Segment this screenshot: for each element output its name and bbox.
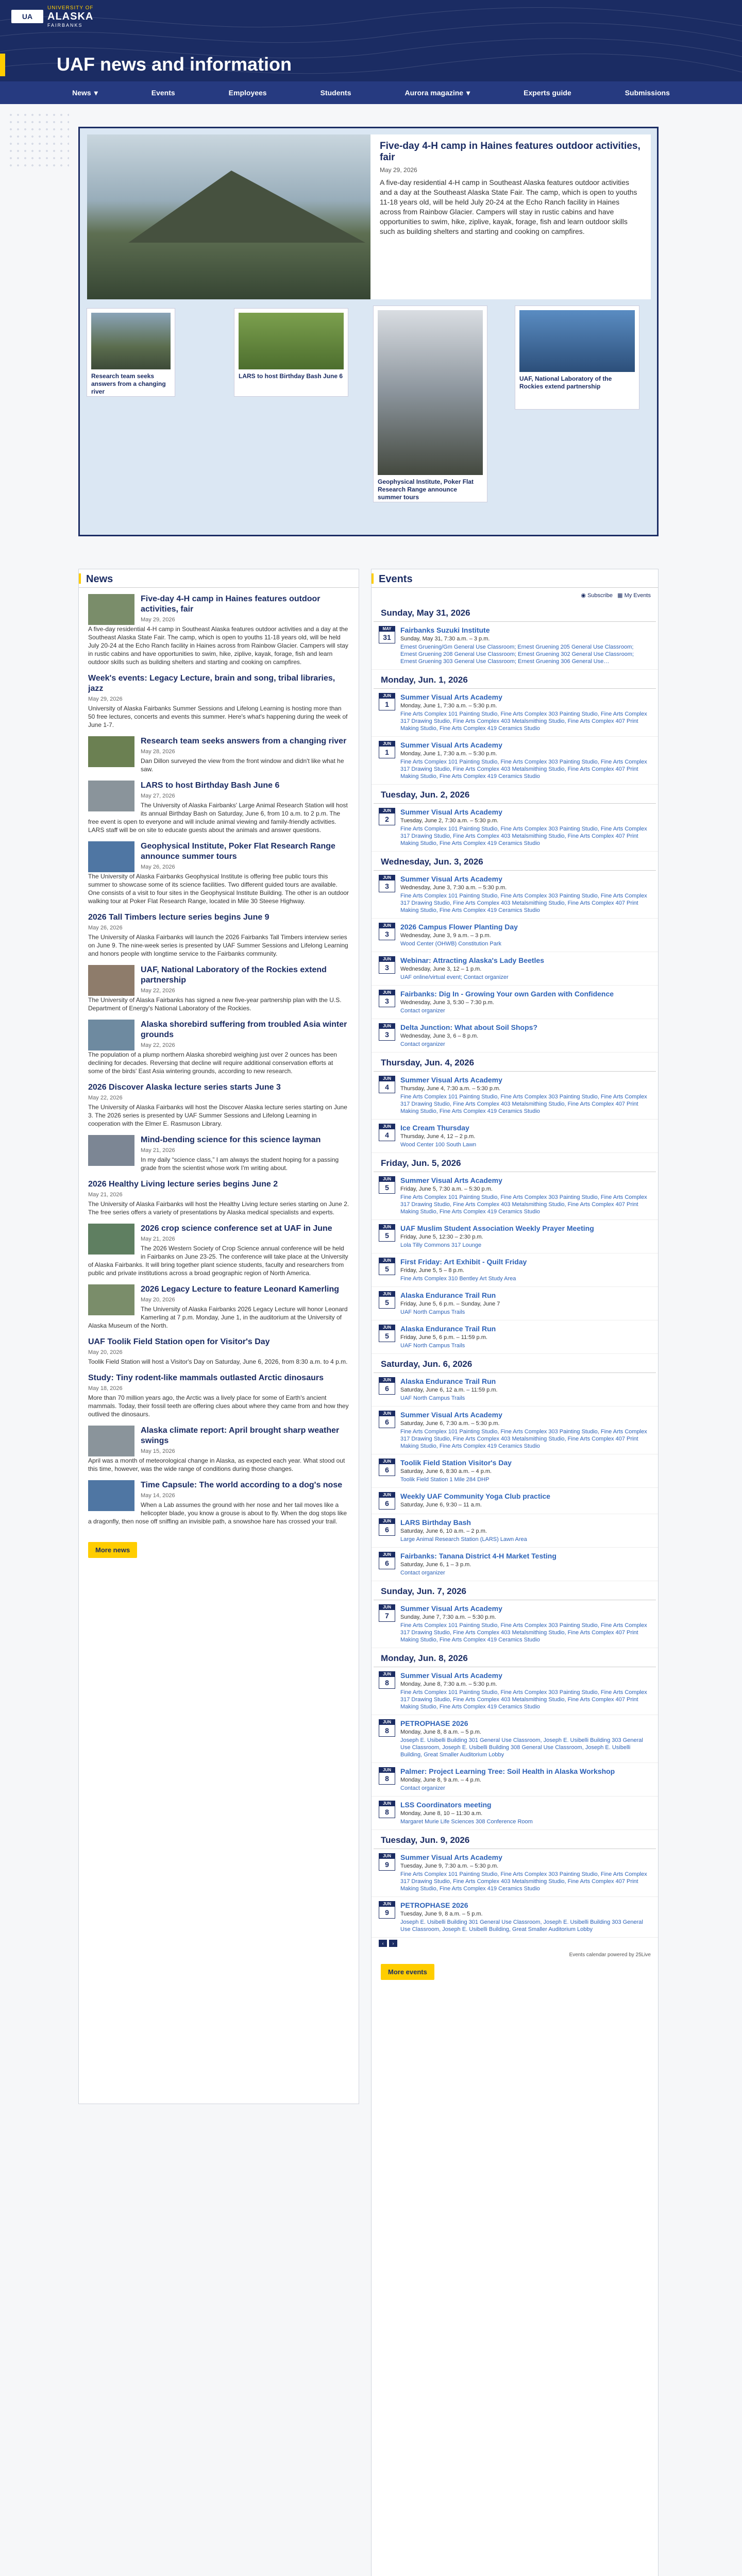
event-title[interactable]: Summer Visual Arts Academy	[400, 808, 502, 816]
event-location[interactable]: Margaret Murie Life Sciences 308 Conference Room	[400, 1819, 533, 1825]
powered-by[interactable]: Events calendar powered by 25Live	[569, 1952, 651, 1958]
news-item	[88, 1135, 349, 1172]
event-title[interactable]: Toolik Field Station Visitor's Day	[400, 1459, 512, 1467]
event-title[interactable]: Summer Visual Arts Academy	[400, 875, 502, 883]
event-item	[372, 1320, 658, 1354]
event-title[interactable]: Summer Visual Arts Academy	[400, 1604, 502, 1613]
event-title[interactable]: LARS Birthday Bash	[400, 1518, 471, 1527]
news-title[interactable]: Alaska shorebird suffering from troubled Asia winter grounds	[141, 1020, 347, 1039]
news-list	[79, 588, 359, 1539]
news-date: May 20, 2026	[141, 1297, 175, 1303]
dot-pattern	[7, 111, 69, 168]
event-time: Tuesday, June 9, 8 a.m. – 5 p.m.	[400, 1911, 483, 1917]
title-accent	[0, 54, 5, 76]
event-title[interactable]: Summer Visual Arts Academy	[400, 693, 502, 701]
news-title[interactable]: Week's events: Legacy Lecture, brain and song, tribal libraries, jazz	[88, 674, 335, 693]
calendar-date-icon: JUN 6	[379, 1377, 395, 1395]
calendar-date-icon: JUN 6	[379, 1411, 395, 1428]
event-item	[372, 1253, 658, 1287]
event-day-heading: Saturday, Jun. 6, 2026	[374, 1354, 656, 1373]
nav-experts-guide[interactable]: Experts guide	[524, 89, 571, 97]
event-time: Monday, June 8, 9 a.m. – 4 p.m.	[400, 1777, 481, 1783]
nav-students[interactable]: Students	[320, 89, 351, 97]
calendar-date-icon: JUN 4	[379, 1124, 395, 1141]
news-summary: Toolik Field Station will host a Visitor's Day on Saturday, June 6, 2026, from 8:30 a.m. to 4 p.m.	[88, 1358, 348, 1365]
event-location[interactable]: Fine Arts Complex 310 Bentley Art Study Area	[400, 1276, 516, 1282]
event-title[interactable]: UAF Muslim Student Association Weekly Prayer Meeting	[400, 1224, 594, 1232]
event-day-heading: Tuesday, Jun. 9, 2026	[374, 1830, 656, 1849]
event-item	[372, 919, 658, 952]
pager-prev-icon[interactable]: ‹	[379, 1940, 387, 1947]
news-date: May 21, 2026	[141, 1236, 175, 1242]
event-location[interactable]: Contact organizer	[400, 1570, 445, 1576]
event-item	[372, 1220, 658, 1253]
event-title[interactable]: Fairbanks: Tanana District 4-H Market Testing	[400, 1552, 556, 1560]
news-summary: The 2026 Western Society of Crop Science annual conference will be held in Fairbanks on June 23-25. The conference will take place at the University of Alaska Fairbanks. It will bring together plant science students, faculty and researchers from public and private institutions across a broad geographic region of North America.	[88, 1245, 348, 1277]
event-location[interactable]: UAF online/virtual event; Contact organizer	[400, 974, 509, 980]
event-location[interactable]: Fine Arts Complex 101 Painting Studio, Fine Arts Complex 303 Painting Studio, Fine Arts Complex 317 Drawing Studio, Fine Arts Complex 403 Metalsmithing Studio, Fine Arts Complex 407 Print Making Studio, Fine Arts Complex 419 Ceramics Studio	[400, 1194, 647, 1215]
news-date: May 20, 2026	[88, 1349, 123, 1355]
event-location[interactable]: Fine Arts Complex 101 Painting Studio, Fine Arts Complex 303 Painting Studio, Fine Arts Complex 317 Drawing Studio, Fine Arts Complex 403 Metalsmithing Studio, Fine Arts Complex 407 Print Making Studio, Fine Arts Complex 419 Ceramics Studio	[400, 1094, 647, 1114]
news-date: May 22, 2026	[88, 1095, 123, 1101]
calendar-date-icon: JUN 8	[379, 1801, 395, 1818]
calendar-date-icon: JUN 5	[379, 1224, 395, 1242]
news-summary: Dan Dillon surveyed the view from the front window and didn't like what he saw.	[141, 757, 344, 773]
events-pager	[372, 1938, 658, 1949]
event-title[interactable]: LSS Coordinators meeting	[400, 1801, 492, 1809]
news-date: May 15, 2026	[141, 1448, 175, 1454]
event-title[interactable]: Palmer: Project Learning Tree: Soil Health in Alaska Workshop	[400, 1767, 615, 1775]
event-location[interactable]: Fine Arts Complex 101 Painting Studio, Fine Arts Complex 303 Painting Studio, Fine Arts Complex 317 Drawing Studio, Fine Arts Complex 403 Metalsmithing Studio, Fine Arts Complex 407 Print Making Studio, Fine Arts Complex 419 Ceramics Studio	[400, 759, 647, 779]
event-item	[372, 737, 658, 785]
event-day-heading: Wednesday, Jun. 3, 2026	[374, 852, 656, 871]
news-item	[88, 1337, 349, 1366]
news-item	[88, 594, 349, 666]
event-location[interactable]: UAF North Campus Trails	[400, 1395, 465, 1401]
featured-summary: A five-day residential 4-H camp in Southeast Alaska features outdoor activities and a day at the Southeast Alaska State Fair. The camp, which is open to youths 11-18 years old, will be held July 20-24 at the Echo Ranch facility in Haines across from Rainbow Glacier. Campers will stay in rustic cabins and have opportunities to swim, hike, ziplive, kayak, forage, fish and learn outdoor skills such as building shelters and starting and cooking on campfires.	[380, 178, 637, 235]
nav-submissions[interactable]: Submissions	[625, 89, 670, 97]
event-title[interactable]: Fairbanks Suzuki Institute	[400, 626, 490, 634]
event-location[interactable]: Contact organizer	[400, 1785, 445, 1791]
calendar-date-icon: JUN 6	[379, 1518, 395, 1536]
event-day-heading: Thursday, Jun. 4, 2026	[374, 1053, 656, 1072]
event-time: Tuesday, June 9, 7:30 a.m. – 5:30 p.m.	[400, 1863, 499, 1869]
event-time: Saturday, June 6, 1 – 3 p.m.	[400, 1562, 471, 1568]
event-item	[372, 1548, 658, 1581]
event-title[interactable]: Webinar: Attracting Alaska's Lady Beetles	[400, 956, 545, 964]
event-title[interactable]: Summer Visual Arts Academy	[400, 1176, 502, 1184]
event-location[interactable]: Lola Tilly Commons 317 Lounge	[400, 1242, 482, 1248]
calendar-icon: ▦	[617, 592, 623, 599]
event-item	[372, 1514, 658, 1548]
logo-small: UNIVERSITY OF	[47, 5, 94, 11]
news-item	[88, 912, 349, 958]
calendar-date-icon: JUN 8	[379, 1671, 395, 1689]
event-time: Friday, June 5, 12:30 – 2:30 p.m.	[400, 1234, 483, 1240]
event-item	[372, 804, 658, 852]
news-thumbnail[interactable]	[88, 736, 134, 767]
nav-aurora-magazine[interactable]: Aurora magazine ▾	[404, 88, 470, 97]
event-item	[372, 1406, 658, 1454]
event-item	[372, 1488, 658, 1514]
event-time: Wednesday, June 3, 7:30 a.m. – 5:30 p.m.	[400, 885, 507, 891]
news-summary: More than 70 million years ago, the Arctic was a lively place for some of Earth's ancient mammals. Today, their fossil teeth are offering clues about where they came from and how they outlived the dinosaurs.	[88, 1394, 349, 1418]
event-location[interactable]: Fine Arts Complex 101 Painting Studio, Fine Arts Complex 303 Painting Studio, Fine Arts Complex 317 Drawing Studio, Fine Arts Complex 403 Metalsmithing Studio, Fine Arts Complex 407 Print Making Studio, Fine Arts Complex 419 Ceramics Studio	[400, 826, 647, 846]
news-item	[88, 1020, 349, 1075]
event-title[interactable]: Summer Visual Arts Academy	[400, 1671, 502, 1680]
event-time: Friday, June 5, 5 – 8 p.m.	[400, 1267, 464, 1274]
calendar-date-icon: JUN 8	[379, 1719, 395, 1737]
news-title[interactable]: UAF Toolik Field Station open for Visitor's Day	[88, 1337, 270, 1346]
event-time: Sunday, May 31, 7:30 a.m. – 3 p.m.	[400, 636, 490, 642]
small-story-nlr[interactable]	[515, 306, 639, 409]
event-day-heading: Friday, Jun. 5, 2026	[374, 1153, 656, 1172]
event-item	[372, 1667, 658, 1715]
news-title[interactable]: Five-day 4-H camp in Haines features outdoor activities, fair	[141, 595, 321, 614]
rss-icon: ◉	[581, 592, 586, 599]
news-item	[88, 1426, 349, 1473]
calendar-date-icon: JUN 5	[379, 1258, 395, 1275]
events-list	[372, 603, 658, 1938]
news-title[interactable]: Mind-bending science for this science layman	[141, 1136, 321, 1144]
story-image	[519, 310, 635, 372]
calendar-date-icon: JUN 6	[379, 1552, 395, 1569]
news-summary: The University of Alaska Fairbanks has signed a new five-year partnership plan with the U.S. Department of Energy's National Laboratory of the Rockies.	[88, 996, 342, 1012]
event-location[interactable]: Wood Center (OHWB) Constitution Park	[400, 941, 502, 947]
featured-story[interactable]	[87, 134, 651, 299]
event-item	[372, 622, 658, 670]
event-time: Wednesday, June 3, 5:30 – 7:30 p.m.	[400, 999, 494, 1006]
event-time: Wednesday, June 3, 6 – 8 p.m.	[400, 1033, 479, 1039]
event-location[interactable]: Large Animal Research Station (LARS) Lawn Area	[400, 1536, 527, 1543]
news-summary: The University of Alaska Fairbanks will host the Healthy Living lecture series starting on June 2. The free series offers a variety of presentations by Alaska medical specialists and experts.	[88, 1200, 349, 1216]
featured-title[interactable]: Five-day 4-H camp in Haines features outdoor activities, fair	[380, 141, 640, 163]
news-item	[88, 841, 349, 905]
calendar-date-icon: JUN 3	[379, 923, 395, 940]
calendar-date-icon: JUN 5	[379, 1325, 395, 1342]
calendar-date-icon: JUN 1	[379, 693, 395, 710]
event-time: Saturday, June 6, 8:30 a.m. – 4 p.m.	[400, 1468, 492, 1475]
events-column	[371, 569, 659, 2576]
event-time: Monday, June 8, 8 a.m. – 5 p.m.	[400, 1729, 481, 1735]
news-title[interactable]: 2026 Discover Alaska lecture series starts June 3	[88, 1083, 281, 1092]
event-time: Saturday, June 6, 12 a.m. – 11:59 p.m.	[400, 1387, 498, 1393]
event-location[interactable]: Contact organizer	[400, 1041, 445, 1047]
event-location[interactable]: Fine Arts Complex 101 Painting Studio, Fine Arts Complex 303 Painting Studio, Fine Arts Complex 317 Drawing Studio, Fine Arts Complex 403 Metalsmithing Studio, Fine Arts Complex 407 Print Making Studio, Fine Arts Complex 419 Ceramics Studio	[400, 711, 647, 732]
event-time: Wednesday, June 3, 12 – 1 p.m.	[400, 966, 482, 972]
news-thumbnail[interactable]	[88, 1284, 134, 1315]
story-image	[239, 313, 344, 369]
news-summary: The University of Alaska Fairbanks will launch the 2026 Fairbanks Tall Timbers interview series on June 9. The nine-week series is presented by UAF Summer Sessions and Lifelong Learning and honors people with longtime service to the Fairbanks community.	[88, 934, 348, 957]
news-title[interactable]: Time Capsule: The world according to a dog's nose	[141, 1481, 343, 1489]
event-title[interactable]: Fairbanks: Dig In - Growing Your own Garden with Confidence	[400, 990, 614, 998]
event-location[interactable]: Ernest Gruening/Gm General Use Classroom; Ernest Gruening 205 General Use Classroom; Ernest Gruening 208 General Use Classroom; Ernest Gruening 302 General Use Classroom; Ernest Gruening 303 General Use Classroom; Ernest Gruening 306 General Use…	[400, 644, 634, 665]
event-time: Tuesday, June 2, 7:30 a.m. – 5:30 p.m.	[400, 818, 499, 824]
site-header	[0, 0, 742, 81]
event-time: Wednesday, June 3, 9 a.m. – 3 p.m.	[400, 933, 491, 939]
event-time: Friday, June 5, 7:30 a.m. – 5:30 p.m.	[400, 1186, 493, 1192]
news-title[interactable]: 2026 crop science conference set at UAF in June	[141, 1224, 332, 1233]
event-day-heading: Monday, Jun. 8, 2026	[374, 1648, 656, 1667]
calendar-date-icon: JUN 5	[379, 1291, 395, 1309]
news-item	[88, 1179, 349, 1216]
event-item	[372, 1715, 658, 1763]
news-item	[88, 1224, 349, 1277]
news-thumbnail[interactable]	[88, 1426, 134, 1456]
event-time: Monday, June 1, 7:30 a.m. – 5:30 p.m.	[400, 703, 497, 709]
event-time: Friday, June 5, 6 p.m. – 11:59 p.m.	[400, 1334, 487, 1341]
event-time: Friday, June 5, 6 p.m. – Sunday, June 7	[400, 1301, 500, 1307]
event-location[interactable]: Contact organizer	[400, 1008, 445, 1014]
event-title[interactable]: Summer Visual Arts Academy	[400, 1411, 502, 1419]
featured-date: May 29, 2026	[380, 166, 417, 174]
news-thumbnail[interactable]	[88, 1020, 134, 1050]
news-title[interactable]: 2026 Healthy Living lecture series begins June 2	[88, 1180, 278, 1189]
news-item	[88, 965, 349, 1012]
chevron-down-icon: ▾	[466, 88, 470, 97]
news-title[interactable]: 2026 Legacy Lecture to feature Leonard Kamerling	[141, 1285, 340, 1294]
event-location[interactable]: Toolik Field Station 1 Mile 284 DHP	[400, 1477, 490, 1483]
event-location[interactable]: Fine Arts Complex 101 Painting Studio, Fine Arts Complex 303 Painting Studio, Fine Arts Complex 317 Drawing Studio, Fine Arts Complex 403 Metalsmithing Studio, Fine Arts Complex 407 Print Making Studio, Fine Arts Complex 419 Ceramics Studio	[400, 1871, 647, 1892]
my-events-link[interactable]: My Events	[624, 592, 651, 599]
news-date: May 28, 2026	[141, 749, 175, 755]
event-title[interactable]: Ice Cream Thursday	[400, 1124, 469, 1132]
event-time: Monday, June 8, 7:30 a.m. – 5:30 p.m.	[400, 1681, 497, 1687]
event-item	[372, 1072, 658, 1120]
small-story-title[interactable]: Research team seeks answers from a changing river	[91, 372, 166, 395]
calendar-date-icon: JUN 7	[379, 1604, 395, 1622]
event-location[interactable]: Wood Center 100 South Lawn	[400, 1142, 477, 1148]
event-item	[372, 1373, 658, 1406]
more-events-button[interactable]: More events	[381, 1964, 434, 1980]
news-title[interactable]: UAF, National Laboratory of the Rockies extend partnership	[141, 965, 327, 985]
page-title: UAF news and information	[57, 54, 292, 75]
news-thumbnail[interactable]	[88, 594, 134, 625]
nav-news[interactable]: News ▾	[72, 88, 98, 97]
calendar-date-icon: JUN 6	[379, 1459, 395, 1476]
calendar-date-icon: JUN 3	[379, 956, 395, 974]
news-date: May 26, 2026	[141, 864, 175, 870]
news-thumbnail[interactable]	[88, 781, 134, 811]
event-item	[372, 1019, 658, 1053]
event-time: Saturday, June 6, 10 a.m. – 2 p.m.	[400, 1528, 487, 1534]
more-news-button[interactable]: More news	[88, 1542, 137, 1558]
nav-events[interactable]: Events	[151, 89, 175, 97]
event-title[interactable]: PETROPHASE 2026	[400, 1719, 468, 1727]
small-story-title[interactable]: UAF, National Laboratory of the Rockies extend partnership	[519, 375, 612, 390]
chevron-down-icon: ▾	[94, 88, 98, 97]
event-location[interactable]: UAF North Campus Trails	[400, 1343, 465, 1349]
event-title[interactable]: Weekly UAF Community Yoga Club practice	[400, 1492, 550, 1500]
event-title[interactable]: Delta Junction: What about Soil Shops?	[400, 1023, 537, 1031]
calendar-date-icon: JUN 6	[379, 1492, 395, 1510]
small-story-lars[interactable]	[234, 309, 348, 396]
news-date: May 18, 2026	[88, 1385, 123, 1392]
news-date: May 27, 2026	[141, 793, 175, 799]
news-title[interactable]: LARS to host Birthday Bash June 6	[141, 781, 280, 790]
news-summary: The population of a plump northern Alaska shorebird weighing just over 2 ounces has been declining for decades. Reversing that decline will require additional conservation efforts at some of the birds' East Asia wintering grounds, according to new research.	[88, 1051, 337, 1075]
event-time: Saturday, June 6, 9:30 – 11 a.m.	[400, 1502, 482, 1508]
news-summary: The University of Alaska Fairbanks will host the Discover Alaska lecture series starting on June 3. The 2026 series is presented by UAF Summer Sessions and Lifelong Learning in cooperation with the Elmer E. Rasmuson Library.	[88, 1104, 347, 1127]
event-day-heading: Tuesday, Jun. 2, 2026	[374, 785, 656, 804]
news-item	[88, 1082, 349, 1128]
calendar-date-icon: JUN 9	[379, 1901, 395, 1919]
event-time: Thursday, June 4, 12 – 2 p.m.	[400, 1133, 476, 1140]
events-heading: Events	[372, 569, 658, 588]
calendar-date-icon: JUN 2	[379, 808, 395, 825]
featured-image[interactable]	[87, 134, 370, 299]
news-summary: University of Alaska Fairbanks Summer Sessions and Lifelong Learning is hosting more than 50 free lectures, concerts and events this summer. Here's what's happening during the week of June 1-7.	[88, 705, 348, 728]
calendar-date-icon: JUN 4	[379, 1076, 395, 1093]
calendar-date-icon: JUN 8	[379, 1767, 395, 1785]
event-title[interactable]: Summer Visual Arts Academy	[400, 1853, 502, 1861]
calendar-date-icon: MAY 31	[379, 626, 395, 643]
event-location[interactable]: UAF North Campus Trails	[400, 1309, 465, 1315]
event-time: Monday, June 8, 10 – 11:30 a.m.	[400, 1810, 483, 1817]
event-item	[372, 871, 658, 919]
event-day-heading: Monday, Jun. 1, 2026	[374, 670, 656, 689]
event-time: Monday, June 1, 7:30 a.m. – 5:30 p.m.	[400, 751, 497, 757]
event-item	[372, 986, 658, 1019]
small-story-river[interactable]	[87, 309, 175, 396]
event-title[interactable]: First Friday: Art Exhibit - Quilt Friday	[400, 1258, 527, 1266]
event-location[interactable]: Fine Arts Complex 101 Painting Studio, Fine Arts Complex 303 Painting Studio, Fine Arts Complex 317 Drawing Studio, Fine Arts Complex 403 Metalsmithing Studio, Fine Arts Complex 407 Print Making Studio, Fine Arts Complex 419 Ceramics Studio	[400, 1689, 647, 1710]
news-summary: The University of Alaska Fairbanks' Large Animal Research Station will host its annual Birthday Bash on Saturday, June 6, from 10 a.m. to 2 p.m. The free event is open to everyone and will include animal viewing and family-friendly activities. LARS staff will be on site to educate guests about the animals and answer questions.	[88, 802, 348, 834]
news-title[interactable]: Geophysical Institute, Poker Flat Research Range announce summer tours	[141, 842, 335, 861]
event-item	[372, 1897, 658, 1938]
news-column	[78, 569, 359, 2104]
news-item	[88, 1284, 349, 1330]
news-summary: In my daily “science class,” I am always the student hoping for a passing grade from the scientist whose work I'm writing about.	[141, 1156, 339, 1172]
calendar-date-icon: JUN 3	[379, 875, 395, 892]
event-day-heading: Sunday, May 31, 2026	[374, 603, 656, 622]
news-title[interactable]: Research team seeks answers from a changing river	[141, 737, 347, 745]
news-title[interactable]: 2026 Tall Timbers lecture series begins June 9	[88, 913, 269, 922]
story-image	[91, 313, 171, 369]
news-item	[88, 1480, 349, 1526]
event-time: Sunday, June 7, 7:30 a.m. – 5:30 p.m.	[400, 1614, 496, 1620]
news-date: May 21, 2026	[88, 1192, 123, 1198]
event-item	[372, 1600, 658, 1648]
event-location[interactable]: Fine Arts Complex 101 Painting Studio, Fine Arts Complex 303 Painting Studio, Fine Arts Complex 317 Drawing Studio, Fine Arts Complex 403 Metalsmithing Studio, Fine Arts Complex 407 Print Making Studio, Fine Arts Complex 419 Ceramics Studio	[400, 1429, 647, 1449]
uaf-logo[interactable]	[11, 5, 94, 28]
story-image	[378, 310, 483, 475]
event-title[interactable]: Alaska Endurance Trail Run	[400, 1377, 496, 1385]
event-time: Saturday, June 6, 7:30 a.m. – 5:30 p.m.	[400, 1420, 500, 1427]
news-item	[88, 1373, 349, 1418]
event-title[interactable]: Summer Visual Arts Academy	[400, 1076, 502, 1084]
calendar-date-icon: JUN 5	[379, 1176, 395, 1194]
news-date: May 22, 2026	[141, 1042, 175, 1048]
event-item	[372, 1763, 658, 1797]
event-title[interactable]: PETROPHASE 2026	[400, 1901, 468, 1909]
news-summary: When a Lab assumes the ground with her nose and her tail moves like a helicopter blade, you know a grouse is about to fly. When the dog stops like a dragonfly, then nose off sniffing an invisible path, a snowshoe hare has crossed your trail.	[88, 1501, 347, 1525]
news-thumbnail[interactable]	[88, 1480, 134, 1511]
small-story-title[interactable]: Geophysical Institute, Poker Flat Research Range announce summer tours	[378, 478, 474, 501]
news-thumbnail[interactable]	[88, 841, 134, 872]
event-location[interactable]: Fine Arts Complex 101 Painting Studio, Fine Arts Complex 303 Painting Studio, Fine Arts Complex 317 Drawing Studio, Fine Arts Complex 403 Metalsmithing Studio, Fine Arts Complex 407 Print Making Studio, Fine Arts Complex 419 Ceramics Studio	[400, 893, 647, 913]
news-date: May 29, 2026	[141, 617, 175, 623]
event-location[interactable]: Joseph E. Usibelli Building 301 General Use Classroom, Joseph E. Usibelli Building 303 General Use Classroom, Joseph E. Usibelli Building 308 General Use Classroom, Joseph E. Usibelli Building, Great Smaller Auditorium Lobby	[400, 1737, 643, 1758]
news-date: May 22, 2026	[141, 988, 175, 994]
subscribe-link[interactable]: Subscribe	[587, 592, 613, 599]
small-story-title[interactable]: LARS to host Birthday Bash June 6	[239, 372, 343, 380]
news-item	[88, 736, 349, 773]
event-item	[372, 1454, 658, 1488]
news-thumbnail[interactable]	[88, 1135, 134, 1166]
news-thumbnail[interactable]	[88, 1224, 134, 1255]
event-location[interactable]: Joseph E. Usibelli Building 301 General Use Classroom, Joseph E. Usibelli Building 303 General Use Classroom, Joseph E. Usibelli Building, Great Smaller Auditorium Lobby	[400, 1919, 643, 1933]
news-heading: News	[79, 569, 359, 588]
event-title[interactable]: 2026 Campus Flower Planting Day	[400, 923, 518, 931]
event-title[interactable]: Alaska Endurance Trail Run	[400, 1291, 496, 1299]
event-item	[372, 1849, 658, 1897]
event-title[interactable]: Summer Visual Arts Academy	[400, 741, 502, 749]
event-item	[372, 1120, 658, 1153]
logo-sub: FAIRBANKS	[47, 23, 83, 28]
news-summary: April was a month of meteorological change in Alaska, as expected each year. What stood out this time, however, was the wide range of conditions during those changes.	[88, 1457, 345, 1472]
news-title[interactable]: Study: Tiny rodent-like mammals outlasted Arctic dinosaurs	[88, 1374, 324, 1382]
calendar-date-icon: JUN 3	[379, 1023, 395, 1041]
nav-employees[interactable]: Employees	[228, 89, 267, 97]
event-item	[372, 689, 658, 737]
news-date: May 26, 2026	[88, 925, 123, 931]
calendar-date-icon: JUN 3	[379, 990, 395, 1007]
calendar-date-icon: JUN 9	[379, 1853, 395, 1871]
event-item	[372, 952, 658, 986]
logo-main: ALASKA	[47, 11, 94, 22]
news-summary: The University of Alaska Fairbanks Geophysical Institute is offering free public tours this summer to showcase some of its science facilities. Two different guided tours are available. One consists of a visit to four sites in the Geophysical Institute Building. The other is an outdoor walking tour at Poker Flat Research Range, located in Mile 30 Steese Highway.	[88, 873, 349, 905]
event-location[interactable]: Fine Arts Complex 101 Painting Studio, Fine Arts Complex 303 Painting Studio, Fine Arts Complex 317 Drawing Studio, Fine Arts Complex 403 Metalsmithing Studio, Fine Arts Complex 407 Print Making Studio, Fine Arts Complex 419 Ceramics Studio	[400, 1622, 647, 1643]
event-day-heading: Sunday, Jun. 7, 2026	[374, 1581, 656, 1600]
news-summary: A five-day residential 4-H camp in Southeast Alaska features outdoor activities and a day at the Southeast Alaska State Fair. The camp, which is open to youths 11-18 years old, will be held July 20-24 at the Echo Ranch facility in Haines across from Rainbow Glacier. Campers will stay in rustic cabins and have opportunities to swim, hike, ziplive, kayak, forage, fish and learn outdoor skills such as building shelters and starting and cooking on campfires.	[88, 625, 348, 666]
news-item	[88, 673, 349, 729]
news-date: May 21, 2026	[141, 1147, 175, 1154]
news-date: May 14, 2026	[141, 1493, 175, 1499]
main-nav	[0, 81, 742, 104]
news-thumbnail[interactable]	[88, 965, 134, 996]
calendar-date-icon: JUN 1	[379, 741, 395, 758]
news-summary: The University of Alaska Fairbanks 2026 Legacy Lecture will honor Leonard Kamerling at 7 p.m. Monday, June 1, in the auditorium at the University of Alaska Museum of the North.	[88, 1306, 348, 1329]
event-item	[372, 1797, 658, 1830]
event-item	[372, 1287, 658, 1320]
event-item	[372, 1172, 658, 1220]
pager-next-icon[interactable]: ›	[389, 1940, 397, 1947]
logo-mark-icon: UA	[11, 10, 43, 23]
news-item	[88, 781, 349, 834]
event-title[interactable]: Alaska Endurance Trail Run	[400, 1325, 496, 1333]
small-story-poker-flat[interactable]	[374, 306, 487, 502]
news-date: May 29, 2026	[88, 696, 123, 702]
event-time: Thursday, June 4, 7:30 a.m. – 5:30 p.m.	[400, 1086, 501, 1092]
featured-stories	[78, 127, 659, 536]
hero-section	[0, 104, 742, 547]
news-title[interactable]: Alaska climate report: April brought sharp weather swings	[141, 1426, 340, 1445]
